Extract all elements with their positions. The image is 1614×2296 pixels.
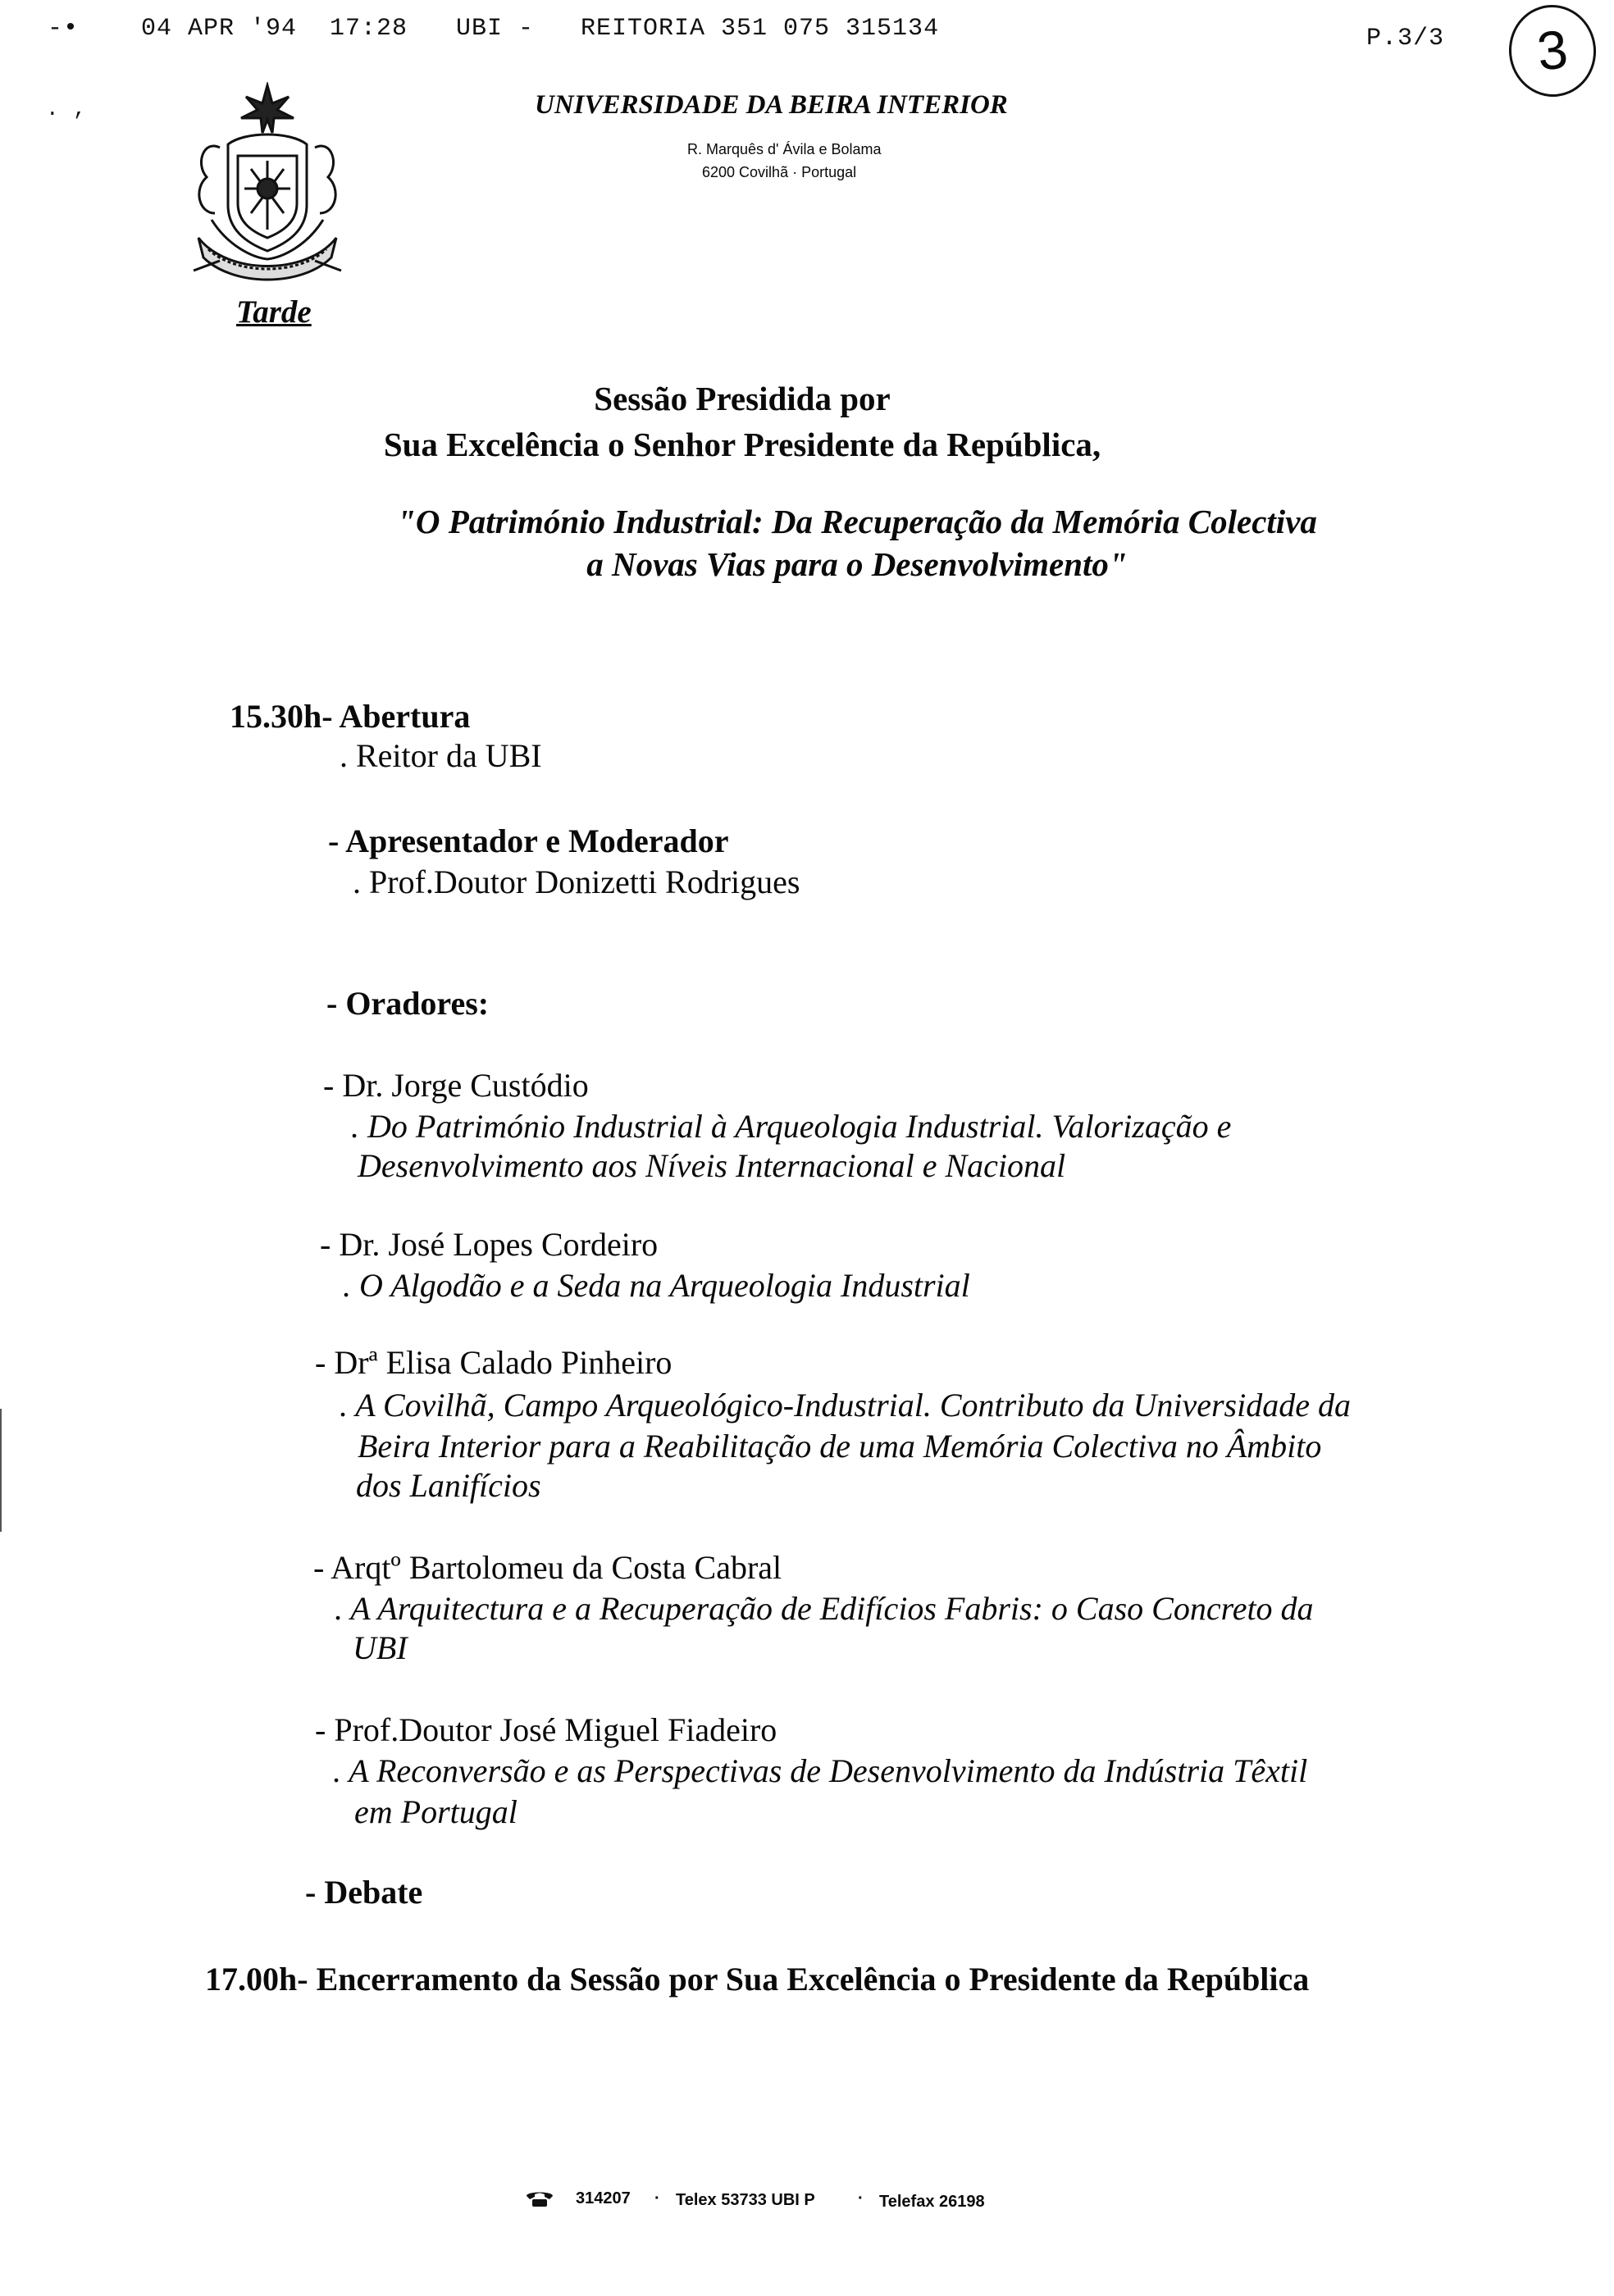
footer-separator: ·	[858, 2189, 864, 2207]
fax-sender: UBI -	[456, 15, 535, 43]
speaker-name: - Dr. Jorge Custódio	[323, 1067, 589, 1104]
speaker-name: - Dr. José Lopes Cordeiro	[320, 1226, 659, 1263]
debate: - Debate	[305, 1874, 423, 1911]
university-name: UNIVERSIDADE DA BEIRA INTERIOR	[535, 90, 1008, 120]
speakers-heading: - Oradores:	[326, 985, 490, 1022]
theme-line-1: "O Património Industrial: Da Recuperação da Memória Colectiva	[397, 503, 1317, 540]
speaker-title-line: UBI	[353, 1629, 408, 1666]
fax-time: 17:28	[330, 15, 408, 43]
fax-page: P.3/3	[1366, 25, 1445, 52]
speaker-title-line: . A Covilhã, Campo Arqueológico-Industrial. Contributo da Universidade da	[340, 1387, 1351, 1424]
left-dots: . ,	[46, 97, 87, 121]
university-crest-icon	[187, 82, 348, 297]
fax-office: REITORIA 351 075 315134	[581, 15, 940, 43]
address-line-2: 6200 Covilhã · Portugal	[702, 164, 857, 180]
phone-icon	[525, 2189, 554, 2212]
footer-separator: ·	[654, 2189, 660, 2207]
speaker-title-line: . Do Património Industrial à Arqueologia Industrial. Valorização e	[351, 1108, 1232, 1145]
scan-margin-line	[0, 1409, 2, 1532]
section-label: Tarde	[236, 294, 312, 330]
theme-line-2: a Novas Vias para o Desenvolvimento"	[586, 545, 1128, 583]
speaker-title-line: . A Reconversão e as Perspectivas de Desenvolvimento da Indústria Têxtil	[333, 1752, 1308, 1789]
speaker-name: - Arqtº Bartolomeu da Costa Cabral	[313, 1549, 782, 1586]
opening-time: 15.30h- Abertura	[230, 698, 471, 735]
opening-speaker: . Reitor da UBI	[340, 737, 542, 774]
speaker-title-line: Desenvolvimento aos Níveis Internacional e Nacional	[358, 1147, 1066, 1184]
handwritten-page-number: 3	[1504, 1, 1600, 101]
speaker-name: - Prof.Doutor José Miguel Fiadeiro	[315, 1711, 777, 1748]
speaker-title-line: dos Lanifícios	[356, 1467, 541, 1504]
footer-telefax: Telefax 26198	[879, 2193, 985, 2211]
session-line-2: Sua Excelência o Senhor Presidente da República,	[383, 426, 1101, 463]
session-line-1: Sessão Presidida por	[594, 380, 891, 417]
speaker-name: - Drª Elisa Calado Pinheiro	[315, 1344, 672, 1381]
speaker-title-line: . O Algodão e a Seda na Arqueologia Industrial	[343, 1267, 970, 1304]
closing-session: 17.00h- Encerramento da Sessão por Sua Excelência o Presidente da República	[205, 1961, 1310, 1998]
presenter-heading: - Apresentador e Moderador	[328, 822, 729, 859]
presenter-name: . Prof.Doutor Donizetti Rodrigues	[353, 863, 800, 900]
footer-phone: 314207	[576, 2189, 631, 2207]
fax-date: 04 APR '94	[141, 15, 298, 43]
footer-telex: Telex 53733 UBI P	[676, 2191, 815, 2209]
address-line-1: R. Marquês d' Ávila e Bolama	[687, 141, 882, 157]
fax-mark: -•	[48, 15, 80, 43]
speaker-title-line: Beira Interior para a Reabilitação de uma Memória Colectiva no Âmbito	[358, 1428, 1322, 1465]
speaker-title-line: em Portugal	[354, 1793, 517, 1830]
speaker-title-line: . A Arquitectura e a Recuperação de Edifícios Fabris: o Caso Concreto da	[335, 1590, 1314, 1627]
